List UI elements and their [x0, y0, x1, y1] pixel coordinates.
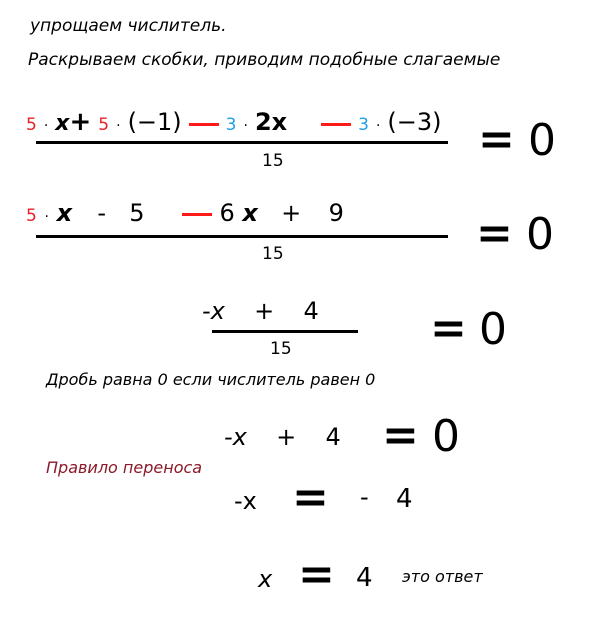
number: 4: [356, 563, 373, 593]
equals-sign: =: [298, 549, 335, 600]
mul-dot: ·: [116, 118, 121, 134]
neg-x: -x: [234, 487, 257, 515]
denominator: 15: [262, 244, 284, 264]
term-2x: 2x: [254, 108, 288, 136]
equals-sign: =: [382, 410, 419, 461]
paren-term: (−3): [387, 108, 442, 136]
plus-sign: +: [276, 423, 297, 451]
mul-dot: ·: [375, 118, 381, 134]
transfer-rule-label: Правило переноса: [46, 458, 203, 477]
coef: 5: [98, 115, 110, 135]
denominator: 15: [262, 151, 284, 171]
variable-x: x: [56, 199, 73, 227]
fraction-bar: [212, 330, 358, 333]
fraction-bar: [36, 235, 448, 238]
equals-sign: =: [476, 208, 513, 259]
mul-dot: ·: [243, 118, 248, 134]
denominator: 15: [270, 339, 292, 359]
plus-sign: +: [254, 297, 275, 325]
plus-sign: +: [281, 199, 302, 227]
fraction-3-numerator: [202, 296, 319, 326]
variable-x: x: [258, 565, 273, 593]
equals-sign: =: [478, 114, 515, 165]
answer-label: это ответ: [402, 567, 483, 586]
mul-dot: ·: [43, 118, 49, 134]
equals-sign: =: [292, 472, 329, 523]
mul-dot: ·: [44, 209, 49, 225]
equation-4: [224, 420, 341, 454]
number: 6: [219, 199, 235, 227]
red-minus-bar: [321, 123, 351, 126]
neg-x: -x: [202, 297, 225, 325]
zero: 0: [432, 411, 460, 462]
fraction-1-numerator: [26, 108, 442, 140]
number: 4: [325, 423, 341, 451]
coef: 3: [225, 115, 237, 135]
red-minus-bar: [189, 123, 219, 126]
equals-sign: =: [430, 303, 467, 354]
zero: 0: [479, 304, 507, 355]
number: 4: [396, 484, 413, 514]
variable-x: x: [242, 199, 258, 227]
neg-x: -x: [224, 423, 247, 451]
coef: 5: [26, 206, 37, 226]
zero: 0: [528, 115, 556, 166]
heading-expand: Раскрываем скобки, приводим подобные слагаемые: [28, 50, 501, 70]
minus-sign: -: [97, 199, 106, 227]
number: 5: [129, 199, 145, 227]
red-minus-bar: [182, 213, 212, 216]
minus-sign: -: [360, 483, 369, 511]
fraction-2-numerator: [26, 198, 344, 232]
note-fraction-zero: Дробь равна 0 если числитель равен 0: [46, 370, 376, 389]
coef: 5: [26, 115, 37, 135]
heading-simplify: упрощаем числитель.: [30, 16, 227, 36]
plus-sign: +: [69, 107, 92, 137]
number: 9: [328, 199, 344, 227]
paren-term: (−1): [127, 108, 182, 136]
coef: 3: [358, 115, 369, 135]
fraction-bar: [36, 141, 448, 144]
variable-x: x: [55, 111, 70, 136]
number: 4: [303, 297, 319, 325]
zero: 0: [526, 209, 554, 260]
